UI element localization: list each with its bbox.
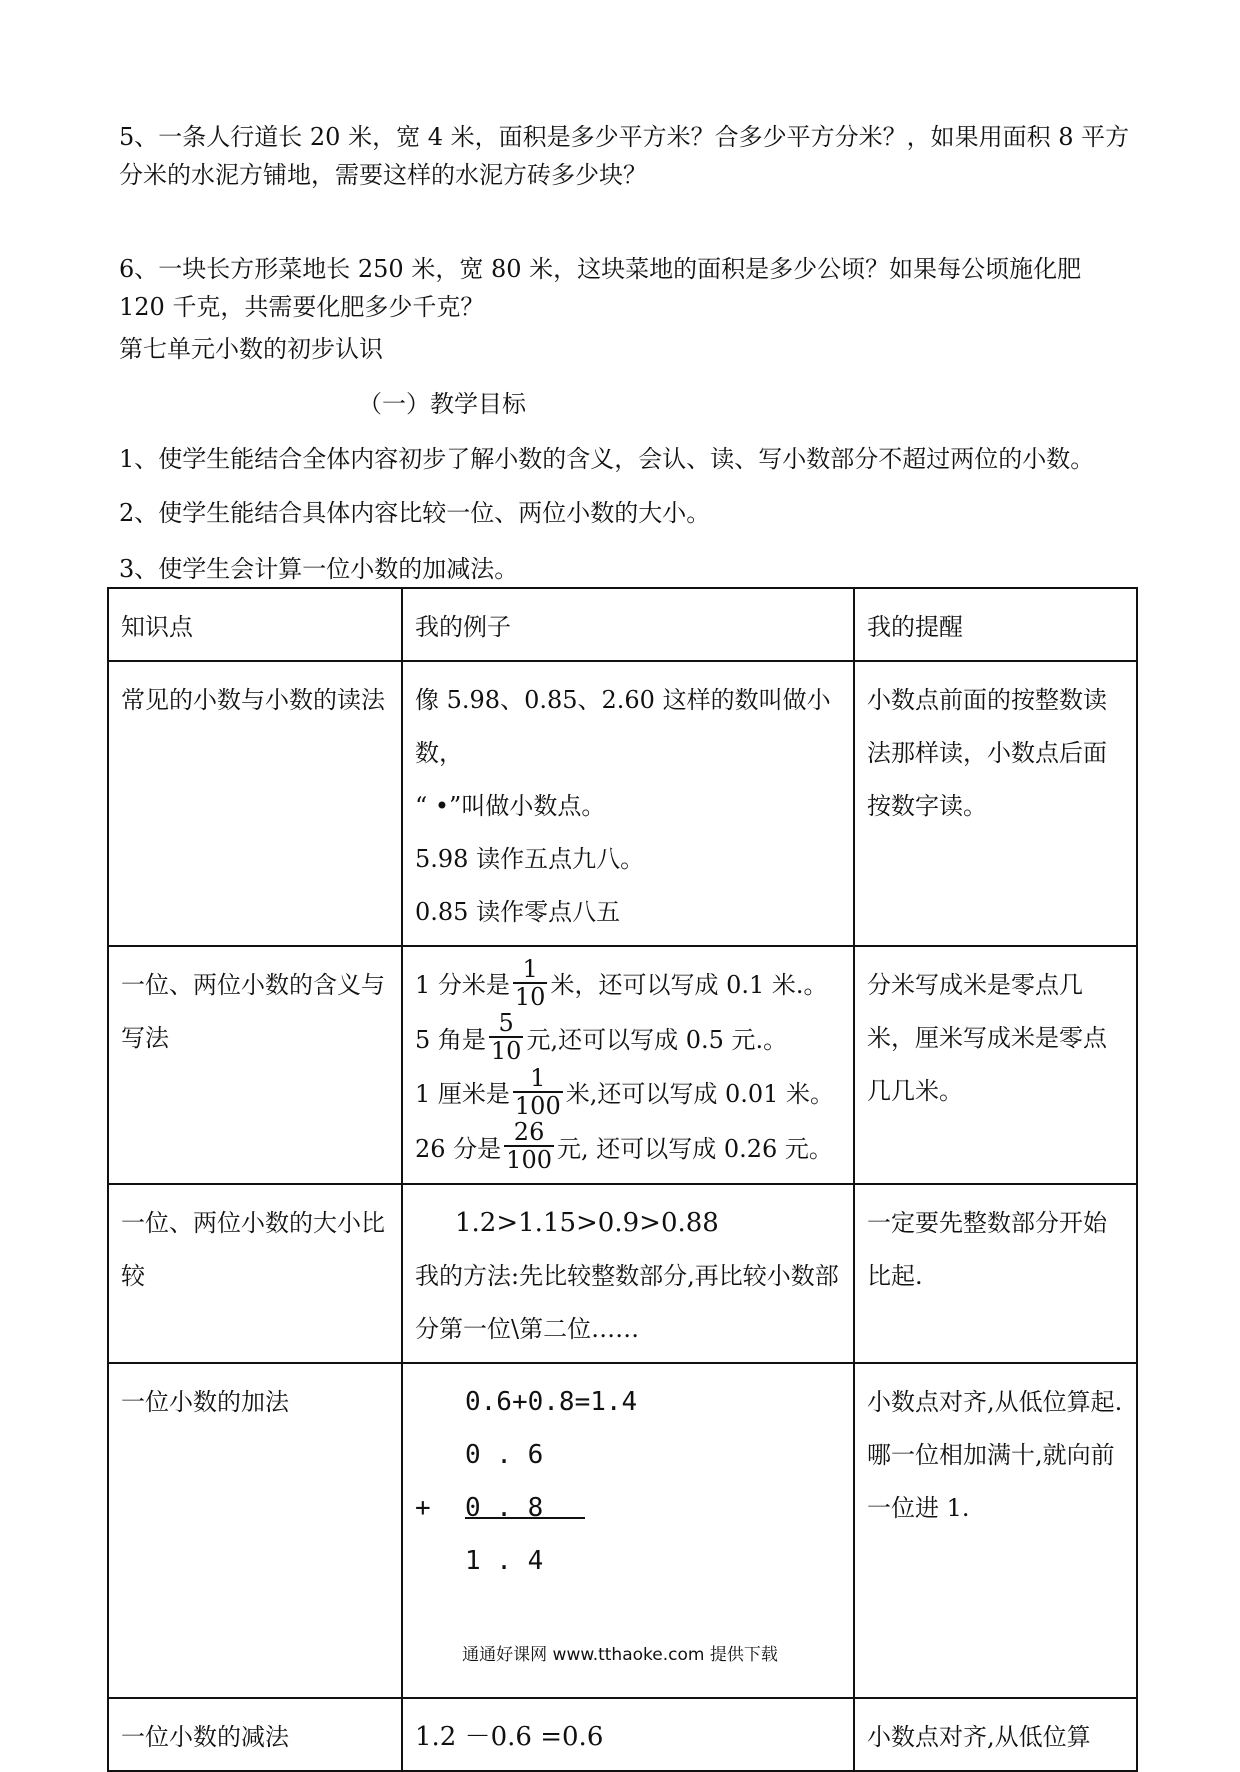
table-row: [108, 946, 1137, 1184]
row1-example-line: “ •”叫做小数点。: [415, 792, 606, 820]
row2-example: [402, 946, 854, 1184]
fraction: [513, 1065, 563, 1119]
section-title: （一）教学目标: [358, 390, 526, 418]
table-row: [108, 661, 1137, 946]
vertical-addition: [415, 1376, 843, 1616]
row3-topic: 一位、两位小数的大小比较: [108, 1184, 402, 1363]
denominator: 100: [506, 1146, 552, 1174]
numerator: 1: [522, 954, 538, 983]
sum-result: 1 . 4: [465, 1546, 544, 1576]
fraction: [513, 956, 548, 1010]
denominator: 10: [490, 1037, 522, 1065]
table-row: [108, 1184, 1137, 1363]
row2-topic: 一位、两位小数的含义与写法: [108, 946, 402, 1184]
header-reminder: 我的提醒: [854, 588, 1137, 661]
example-text: 米,还可以写成 0.01 米。: [565, 1080, 835, 1108]
compare-method: 我的方法:先比较整数部分,再比较小数部分第一位\第二位……: [415, 1262, 839, 1343]
fraction: [489, 1010, 524, 1064]
row4-topic: 一位小数的加法: [108, 1363, 402, 1698]
example-text: 1 分米是: [415, 971, 510, 999]
denominator: 100: [514, 1091, 561, 1120]
row3-example: [402, 1184, 854, 1363]
row1-example-line: 5.98 读作五点九八。: [415, 845, 645, 873]
fraction-example: [415, 1063, 843, 1123]
row1-reminder: 小数点前面的按整数读法那样读，小数点后面按数字读。: [854, 661, 1137, 946]
table-header-row: [108, 588, 1137, 661]
table-row: [108, 1698, 1137, 1771]
addend-2: 0 . 8: [465, 1493, 544, 1523]
knowledge-table: [107, 587, 1138, 1772]
fraction: [504, 1119, 554, 1173]
goal-3: 3、使学生会计算一位小数的加减法。: [119, 555, 519, 583]
example-text: 5 角是: [415, 1025, 486, 1054]
fraction-example: [415, 1118, 843, 1178]
header-example: 我的例子: [402, 588, 854, 661]
denominator: 10: [514, 982, 546, 1011]
row1-example: [402, 661, 854, 946]
example-text: 元, 还可以写成 0.26 元。: [556, 1134, 833, 1163]
goal-1: 1、使学生能结合全体内容初步了解小数的含义，会认、读、写小数部分不超过两位的小数。: [119, 445, 1095, 473]
fraction-example: [415, 1009, 843, 1069]
row1-topic: 常见的小数与小数的读法: [108, 661, 402, 946]
compare-expression: 1.2>1.15>0.9>0.88: [455, 1208, 719, 1238]
row1-example-line: 0.85 读作零点八五: [415, 898, 621, 926]
goal-2: 2、使学生能结合具体内容比较一位、两位小数的大小。: [119, 499, 711, 527]
fraction-example: [415, 954, 843, 1014]
unit-title: 第七单元小数的初步认识: [119, 335, 383, 363]
row1-example-line: 像 5.98、0.85、2.60 这样的数叫做小数，: [415, 686, 831, 767]
question-6: 6、一块长方形菜地长 250 米，宽 80 米，这块菜地的面积是多少公顷？如果每公顷施化肥 120 千克，共需要化肥多少千克？: [119, 255, 1082, 321]
question-5: 5、一条人行道长 20 米，宽 4 米，面积是多少平方米？合多少平方分米？，如果用面积 8 平方分米的水泥方铺地，需要这样的水泥方砖多少块？: [119, 123, 1130, 189]
row5-reminder: 小数点对齐,从低位算: [854, 1698, 1137, 1771]
row5-example: 1.2 －0.6 =0.6: [402, 1698, 854, 1771]
row5-topic: 一位小数的减法: [108, 1698, 402, 1771]
example-text: 1 厘米是: [415, 1080, 510, 1108]
example-text: 米，还可以写成 0.1 米.。: [550, 971, 828, 999]
sum-line: [465, 1517, 585, 1519]
footer-source: 通通好课网 www.tthaoke.com 提供下载: [462, 1645, 778, 1665]
row2-reminder: 分米写成米是零点几米，厘米写成米是零点几几米。: [854, 946, 1137, 1184]
numerator: 26: [513, 1118, 545, 1146]
plus-sign: +: [415, 1493, 431, 1523]
addend-1: 0 . 6: [465, 1440, 544, 1470]
example-text: 元,还可以写成 0.5 元.。: [526, 1025, 788, 1054]
example-text: 26 分是: [415, 1134, 502, 1163]
header-topic: 知识点: [108, 588, 402, 661]
addition-equation: 0.6+0.8=1.4: [465, 1387, 638, 1417]
row3-reminder: 一定要先整数部分开始比起.: [854, 1184, 1137, 1363]
row4-reminder: 小数点对齐,从低位算起.哪一位相加满十,就向前一位进 1.: [854, 1363, 1137, 1698]
numerator: 5: [498, 1009, 514, 1037]
numerator: 1: [530, 1063, 546, 1092]
